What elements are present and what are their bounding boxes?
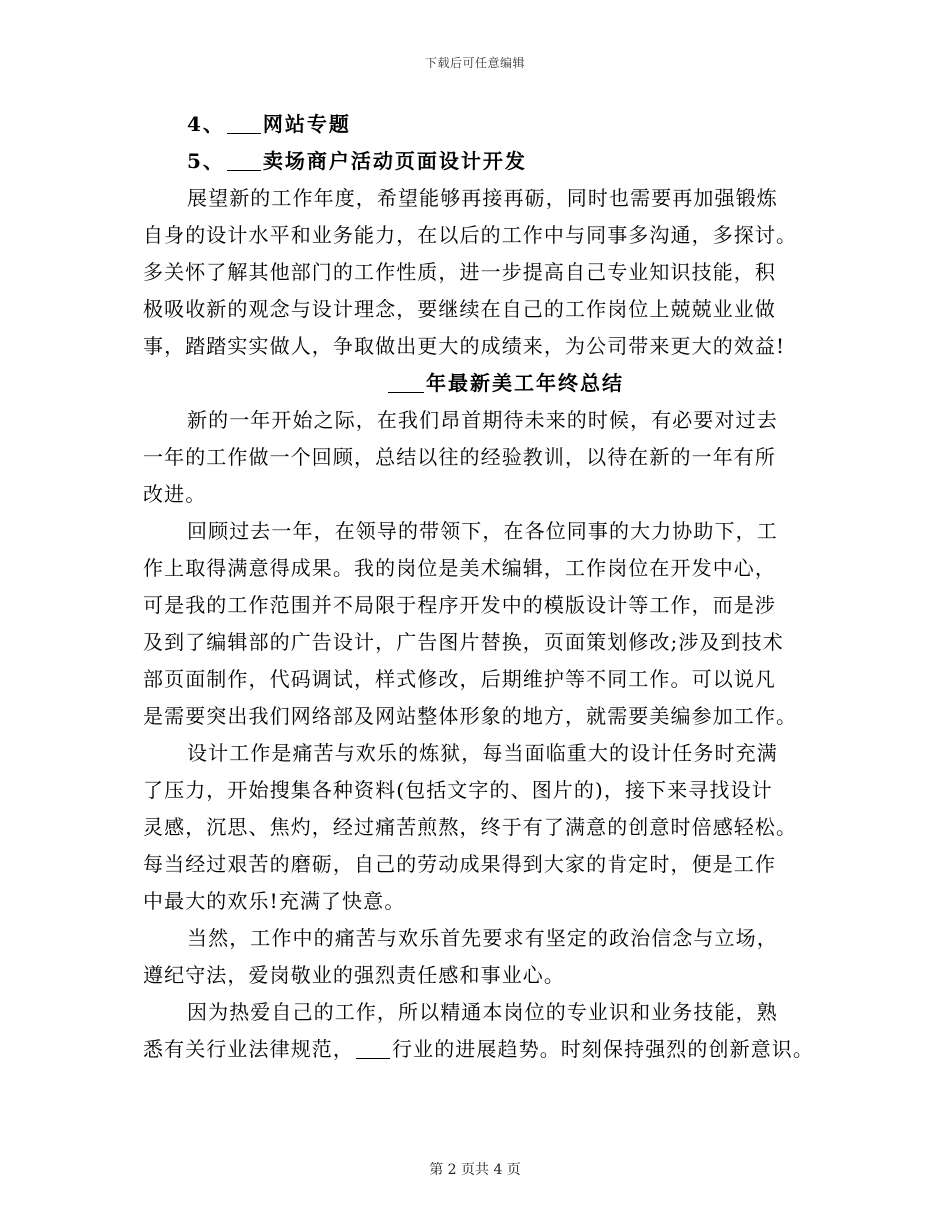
- list-item-number: 5、: [187, 149, 225, 173]
- paragraph-design-work: [143, 735, 823, 920]
- paragraph-intro: [143, 402, 823, 513]
- paragraph-passion: [143, 994, 823, 1068]
- text-line: 每当经过艰苦的磨砺，自己的劳动成果得到大家的肯定时，便是工作: [143, 852, 776, 876]
- list-item-text: 网站专题: [262, 112, 351, 136]
- text-line: 多关怀了解其他部门的工作性质，进一步提高自己专业知识技能，积: [143, 260, 776, 284]
- text-line: 部页面制作，代码调试，样式修改，后期维护等不同工作。可以说凡: [143, 667, 776, 691]
- text-line: 了压力，开始搜集各种资料(包括文字的、图片的)，接下来寻找设计: [143, 778, 773, 802]
- page-footer: 第 2 页共 4 页: [429, 1162, 521, 1178]
- text-segment: 行业的进展趋势。时刻保持强烈的创新意识。: [392, 1037, 814, 1061]
- list-item-text: 卖场商户活动页面设计开发: [262, 149, 527, 173]
- text-line: 一年的工作做一个回顾，总结以往的经验教训，以待在新的一年有所: [143, 445, 776, 469]
- text-line: 新的一年开始之际，在我们昂首期待未来的时候，有必要对过去: [187, 408, 778, 432]
- text-line: 是需要突出我们网络部及网站整体形象的地方，就需要美编参加工作。: [143, 704, 798, 728]
- list-item-5: [143, 143, 823, 180]
- section-title: [143, 365, 823, 402]
- section-title-text: 年最新美工年终总结: [426, 371, 624, 395]
- list-item-4: [143, 106, 823, 143]
- page-header: 下载后可任意编辑: [424, 56, 525, 70]
- text-line: 当然，工作中的痛苦与欢乐首先要求有坚定的政治信念与立场，: [187, 926, 778, 950]
- text-line: 展望新的工作年度，希望能够再接再砺，同时也需要再加强锻炼: [187, 186, 778, 210]
- text-line: 事，踏踏实实做人，争取做出更大的成绩来，为公司带来更大的效益!: [143, 334, 786, 358]
- text-segment: 悉有关行业法律规范，: [143, 1037, 354, 1061]
- blank-underline: [388, 372, 424, 393]
- text-line: 自身的设计水平和业务能力，在以后的工作中与同事多沟通，多探讨。: [143, 223, 798, 247]
- text-line: [143, 1031, 823, 1068]
- text-line: 可是我的工作范围并不局限于程序开发中的模版设计等工作，而是涉: [143, 593, 776, 617]
- text-line: 作上取得满意得成果。我的岗位是美术编辑，工作岗位在开发中心，: [143, 556, 776, 580]
- document-body: [143, 106, 823, 1068]
- text-line: 设计工作是痛苦与欢乐的炼狱，每当面临重大的设计任务时充满: [187, 741, 778, 765]
- text-line: 改进。: [143, 482, 207, 506]
- paragraph-belief: [143, 920, 823, 994]
- paragraph-outlook: [143, 180, 823, 365]
- list-item-number: 4、: [187, 112, 225, 136]
- text-line: 中最大的欢乐!充满了快意。: [143, 889, 406, 913]
- blank-underline: [227, 150, 261, 171]
- text-line: 回顾过去一年，在领导的带领下，在各位同事的大力协助下，工: [187, 519, 778, 543]
- blank-underline: [356, 1038, 390, 1059]
- text-line: 遵纪守法，爱岗敬业的强烈责任感和事业心。: [143, 963, 565, 987]
- text-line: 灵感，沉思、焦灼，经过痛苦煎熬，终于有了满意的创意时倍感轻松。: [143, 815, 798, 839]
- text-line: 及到了编辑部的广告设计，广告图片替换，页面策划修改;涉及到技术: [143, 630, 784, 654]
- text-line: 因为热爱自己的工作，所以精通本岗位的专业识和业务技能，熟: [187, 1000, 778, 1024]
- blank-underline: [227, 113, 261, 134]
- text-line: 极吸收新的观念与设计理念，要继续在自己的工作岗位上兢兢业业做: [143, 297, 776, 321]
- paragraph-review: [143, 513, 823, 735]
